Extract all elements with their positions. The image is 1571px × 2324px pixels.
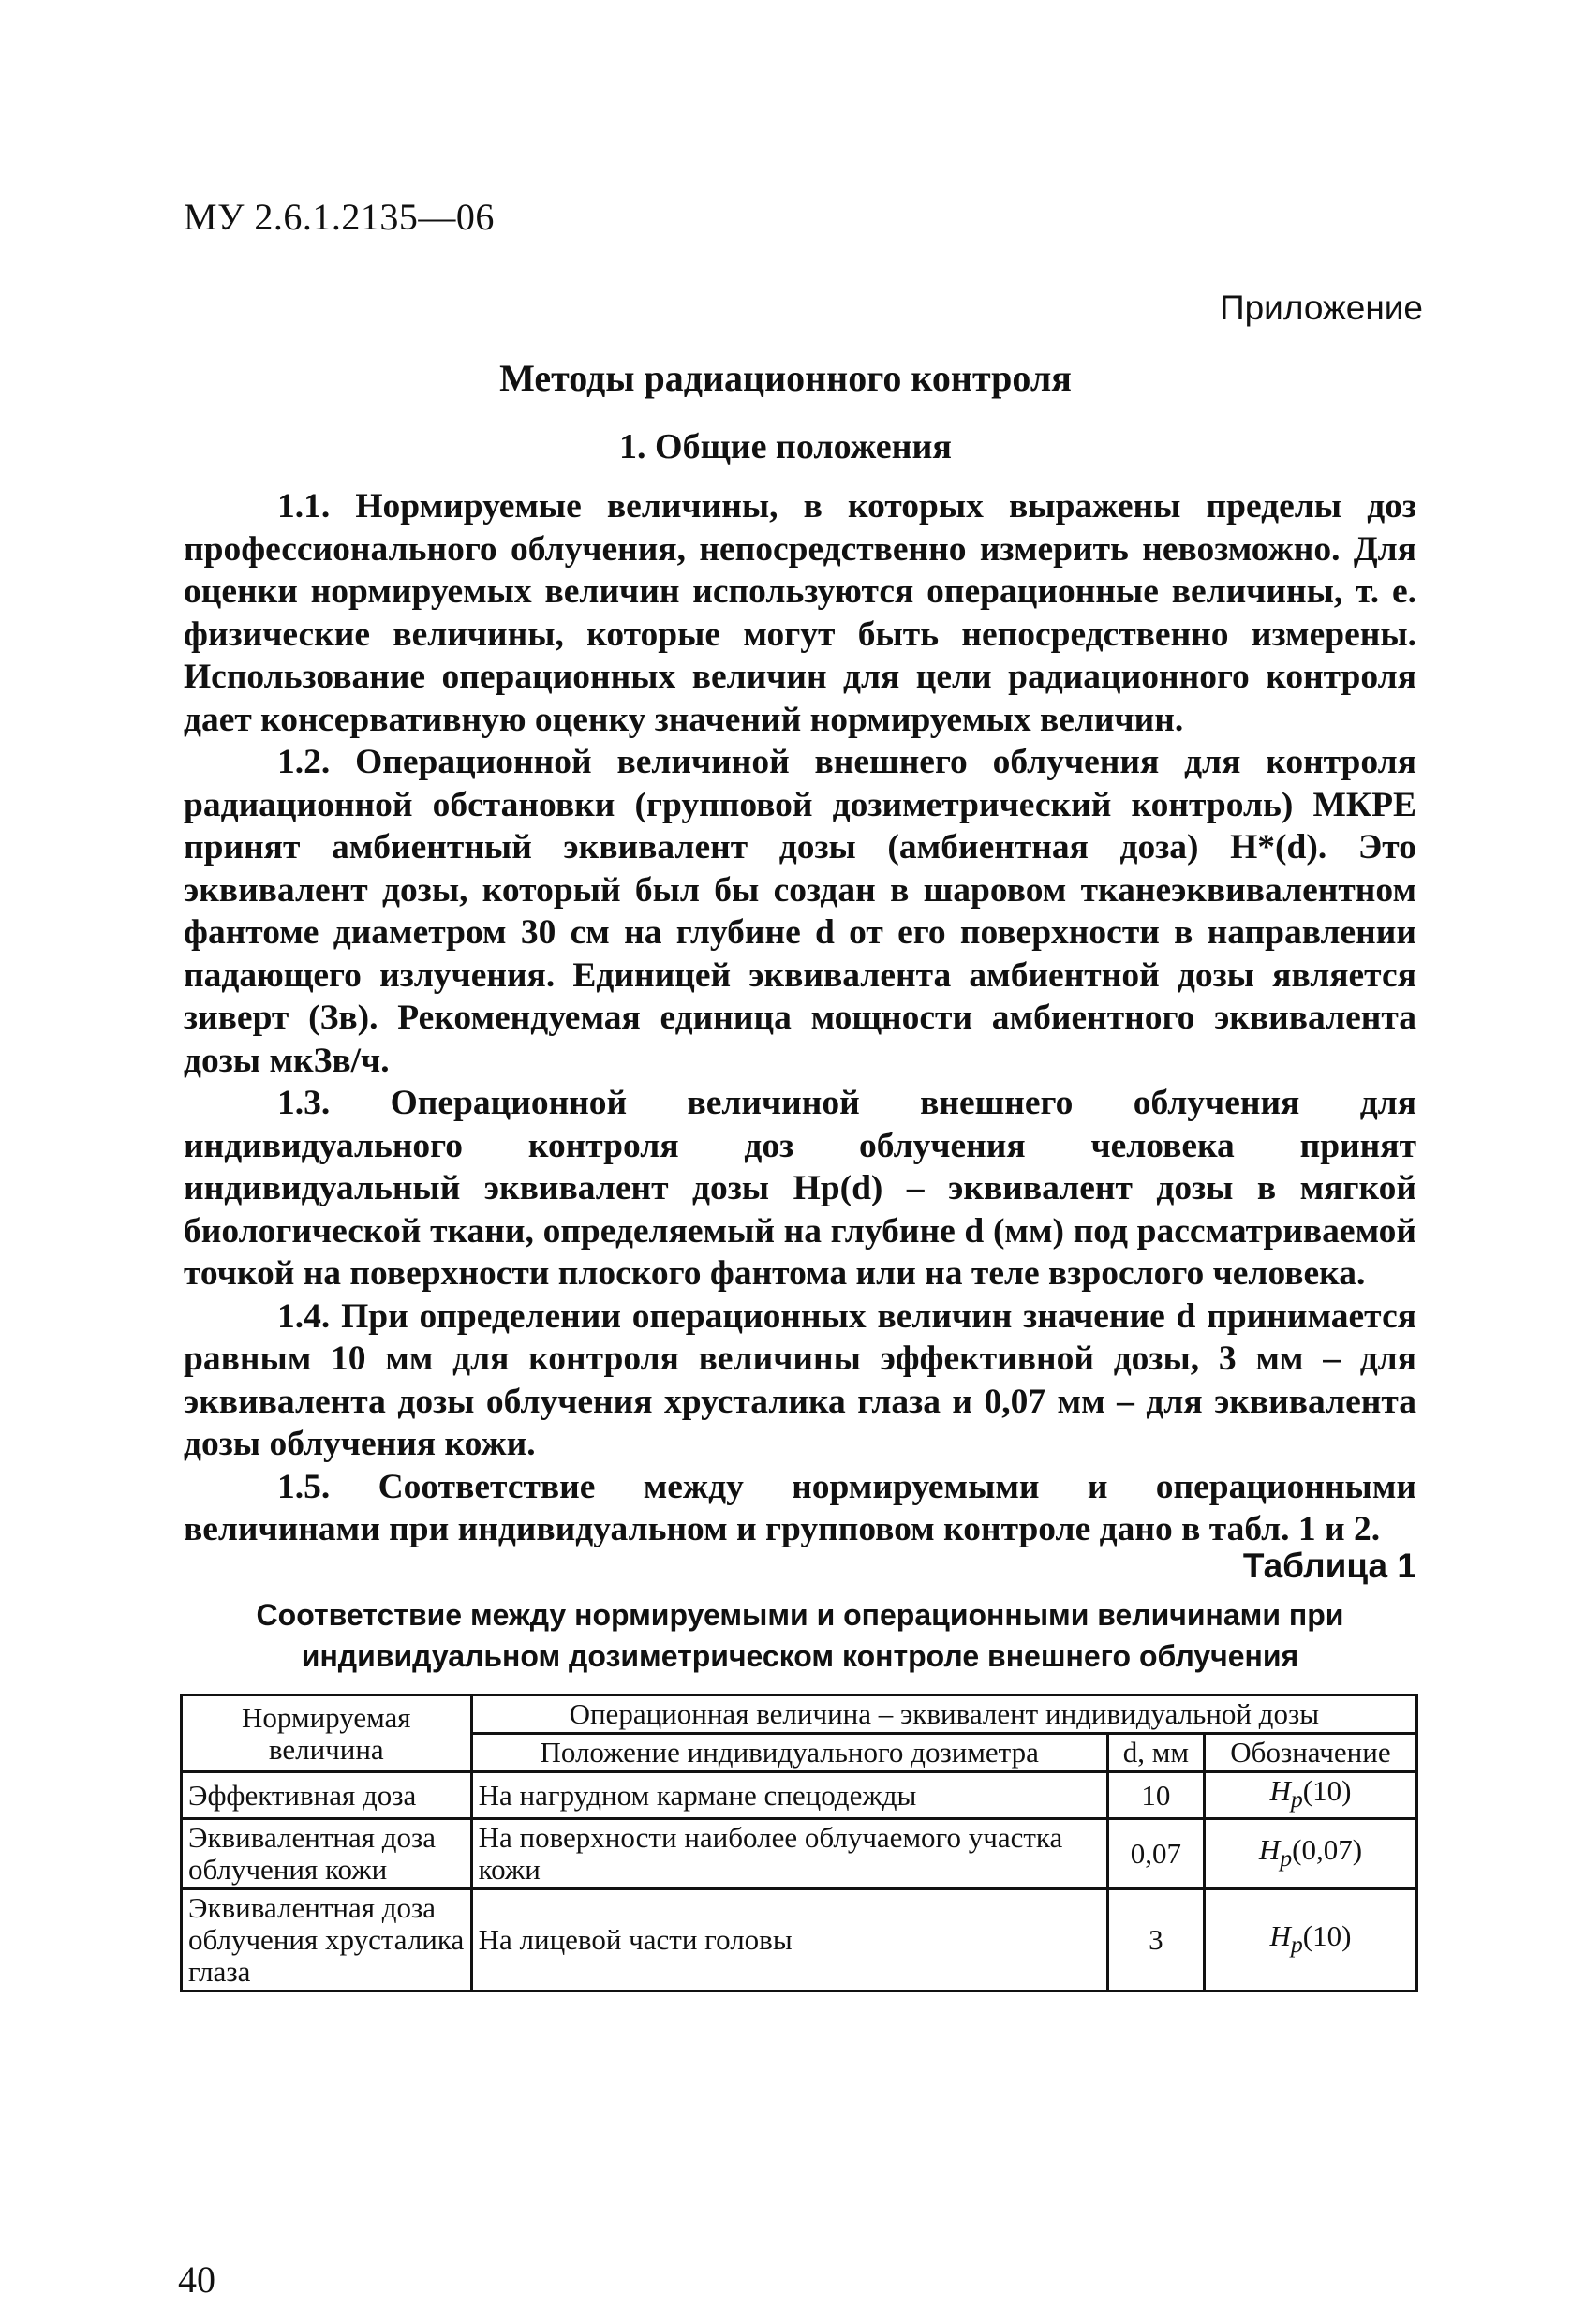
table-title-line-2: индивидуальном дозиметрическом контроле внешнего облучения	[301, 1639, 1299, 1673]
symbol-sub: p	[1280, 1843, 1293, 1872]
cell-designation	[1204, 1772, 1416, 1819]
header-operational: Операционная величина – эквивалент индивидуальной дозы	[471, 1695, 1416, 1734]
cell-designation	[1204, 1819, 1416, 1889]
cell-designation	[1204, 1889, 1416, 1991]
symbol-h: H	[1258, 1832, 1281, 1866]
paragraph-1-4: 1.4. При определении операционных величин значение d принимается равным 10 мм для контроля величины эффективной дозы, 3 мм – для эквивалента дозы облучения хрусталика глаза и 0,07 мм – для эквивалента дозы облучения кожи.	[184, 1296, 1416, 1463]
paragraph-1-5: 1.5. Соответствие между нормируемыми и операционными величинами при индивидуальном и групповом контроле дано в табл. 1 и 2.	[184, 1467, 1416, 1548]
cell-normalized: Эффективная доза	[182, 1772, 472, 1819]
table-row	[182, 1889, 1417, 1991]
cell-position: На лицевой части головы	[471, 1889, 1107, 1991]
cell-position: На поверхности наиболее облучаемого участка кожи	[471, 1819, 1107, 1889]
cell-normalized: Эквивалентная доза облучения хрусталика глаза	[182, 1889, 472, 1991]
table-caption: Таблица 1	[1242, 1547, 1416, 1585]
header-normalized: Нормируемая величина	[182, 1695, 472, 1772]
paragraph-1-1: 1.1. Нормируемые величины, в которых выражены пределы доз профессионального облучения, непосредственно измерить невозможно. Для оценки нормируемых величин используются операционные величины, т. е. физические величины, которые могут быть непосредственно измерены. Использование операционных величин для цели радиационного контроля дает консервативную оценку значений нормируемых величин.	[184, 487, 1416, 739]
page-title: Методы радиационного контроля	[499, 357, 1072, 399]
document-code: МУ 2.6.1.2135—06	[184, 196, 495, 238]
table-row	[182, 1772, 1417, 1819]
cell-normalized: Эквивалентная доза облучения кожи	[182, 1819, 472, 1889]
symbol-arg: (10)	[1302, 1774, 1352, 1807]
symbol-sub: p	[1290, 1930, 1303, 1958]
correspondence-table	[180, 1694, 1418, 1992]
paragraph-1-3: 1.3. Операционной величиной внешнего облучения для индивидуального контроля доз облучения человека принят индивидуальный эквивалент дозы Hp(d) – эквивалент дозы в мягкой биологической ткани, определяемый на глубине d (мм) под рассматриваемой точкой на поверхности плоского фантома или на теле взрослого человека.	[184, 1084, 1416, 1293]
cell-d: 3	[1107, 1889, 1204, 1991]
body-text	[184, 485, 1416, 1551]
header-designation: Обозначение	[1204, 1734, 1416, 1772]
cell-position: На нагрудном кармане спецодежды	[471, 1772, 1107, 1819]
page-number: 40	[178, 2258, 215, 2301]
header-position: Положение индивидуального дозиметра	[471, 1734, 1107, 1772]
table-row	[182, 1819, 1417, 1889]
symbol-h: H	[1269, 1918, 1291, 1952]
cell-d: 0,07	[1107, 1819, 1204, 1889]
symbol-arg: (0,07)	[1292, 1832, 1363, 1866]
symbol-arg: (10)	[1302, 1918, 1352, 1952]
table-title	[184, 1594, 1416, 1677]
table-header-row-1	[182, 1695, 1417, 1734]
section-title: 1. Общие положения	[619, 427, 952, 466]
table-title-line-1: Соответствие между нормируемыми и операционными величинами при	[256, 1598, 1344, 1632]
symbol-h: H	[1269, 1774, 1291, 1807]
header-d-mm: d, мм	[1107, 1734, 1204, 1772]
appendix-label: Приложение	[1219, 289, 1423, 327]
symbol-sub: p	[1290, 1785, 1303, 1813]
paragraph-1-2: 1.2. Операционной величиной внешнего облучения для контроля радиационной обстановки (групповой дозиметрический контроль) МКРЕ принят амбиентный эквивалент дозы (амбиентная доза) H*(d). Это эквивалент дозы, который был бы создан в шаровом тканеэквивалентном фантоме диаметром 30 см на глубине d от его поверхности в направлении падающего излучения. Единицей эквивалента амбиентной дозы является зиверт (Зв). Рекомендуемая единица мощности амбиентного эквивалента дозы мкЗв/ч.	[184, 743, 1416, 1080]
cell-d: 10	[1107, 1772, 1204, 1819]
